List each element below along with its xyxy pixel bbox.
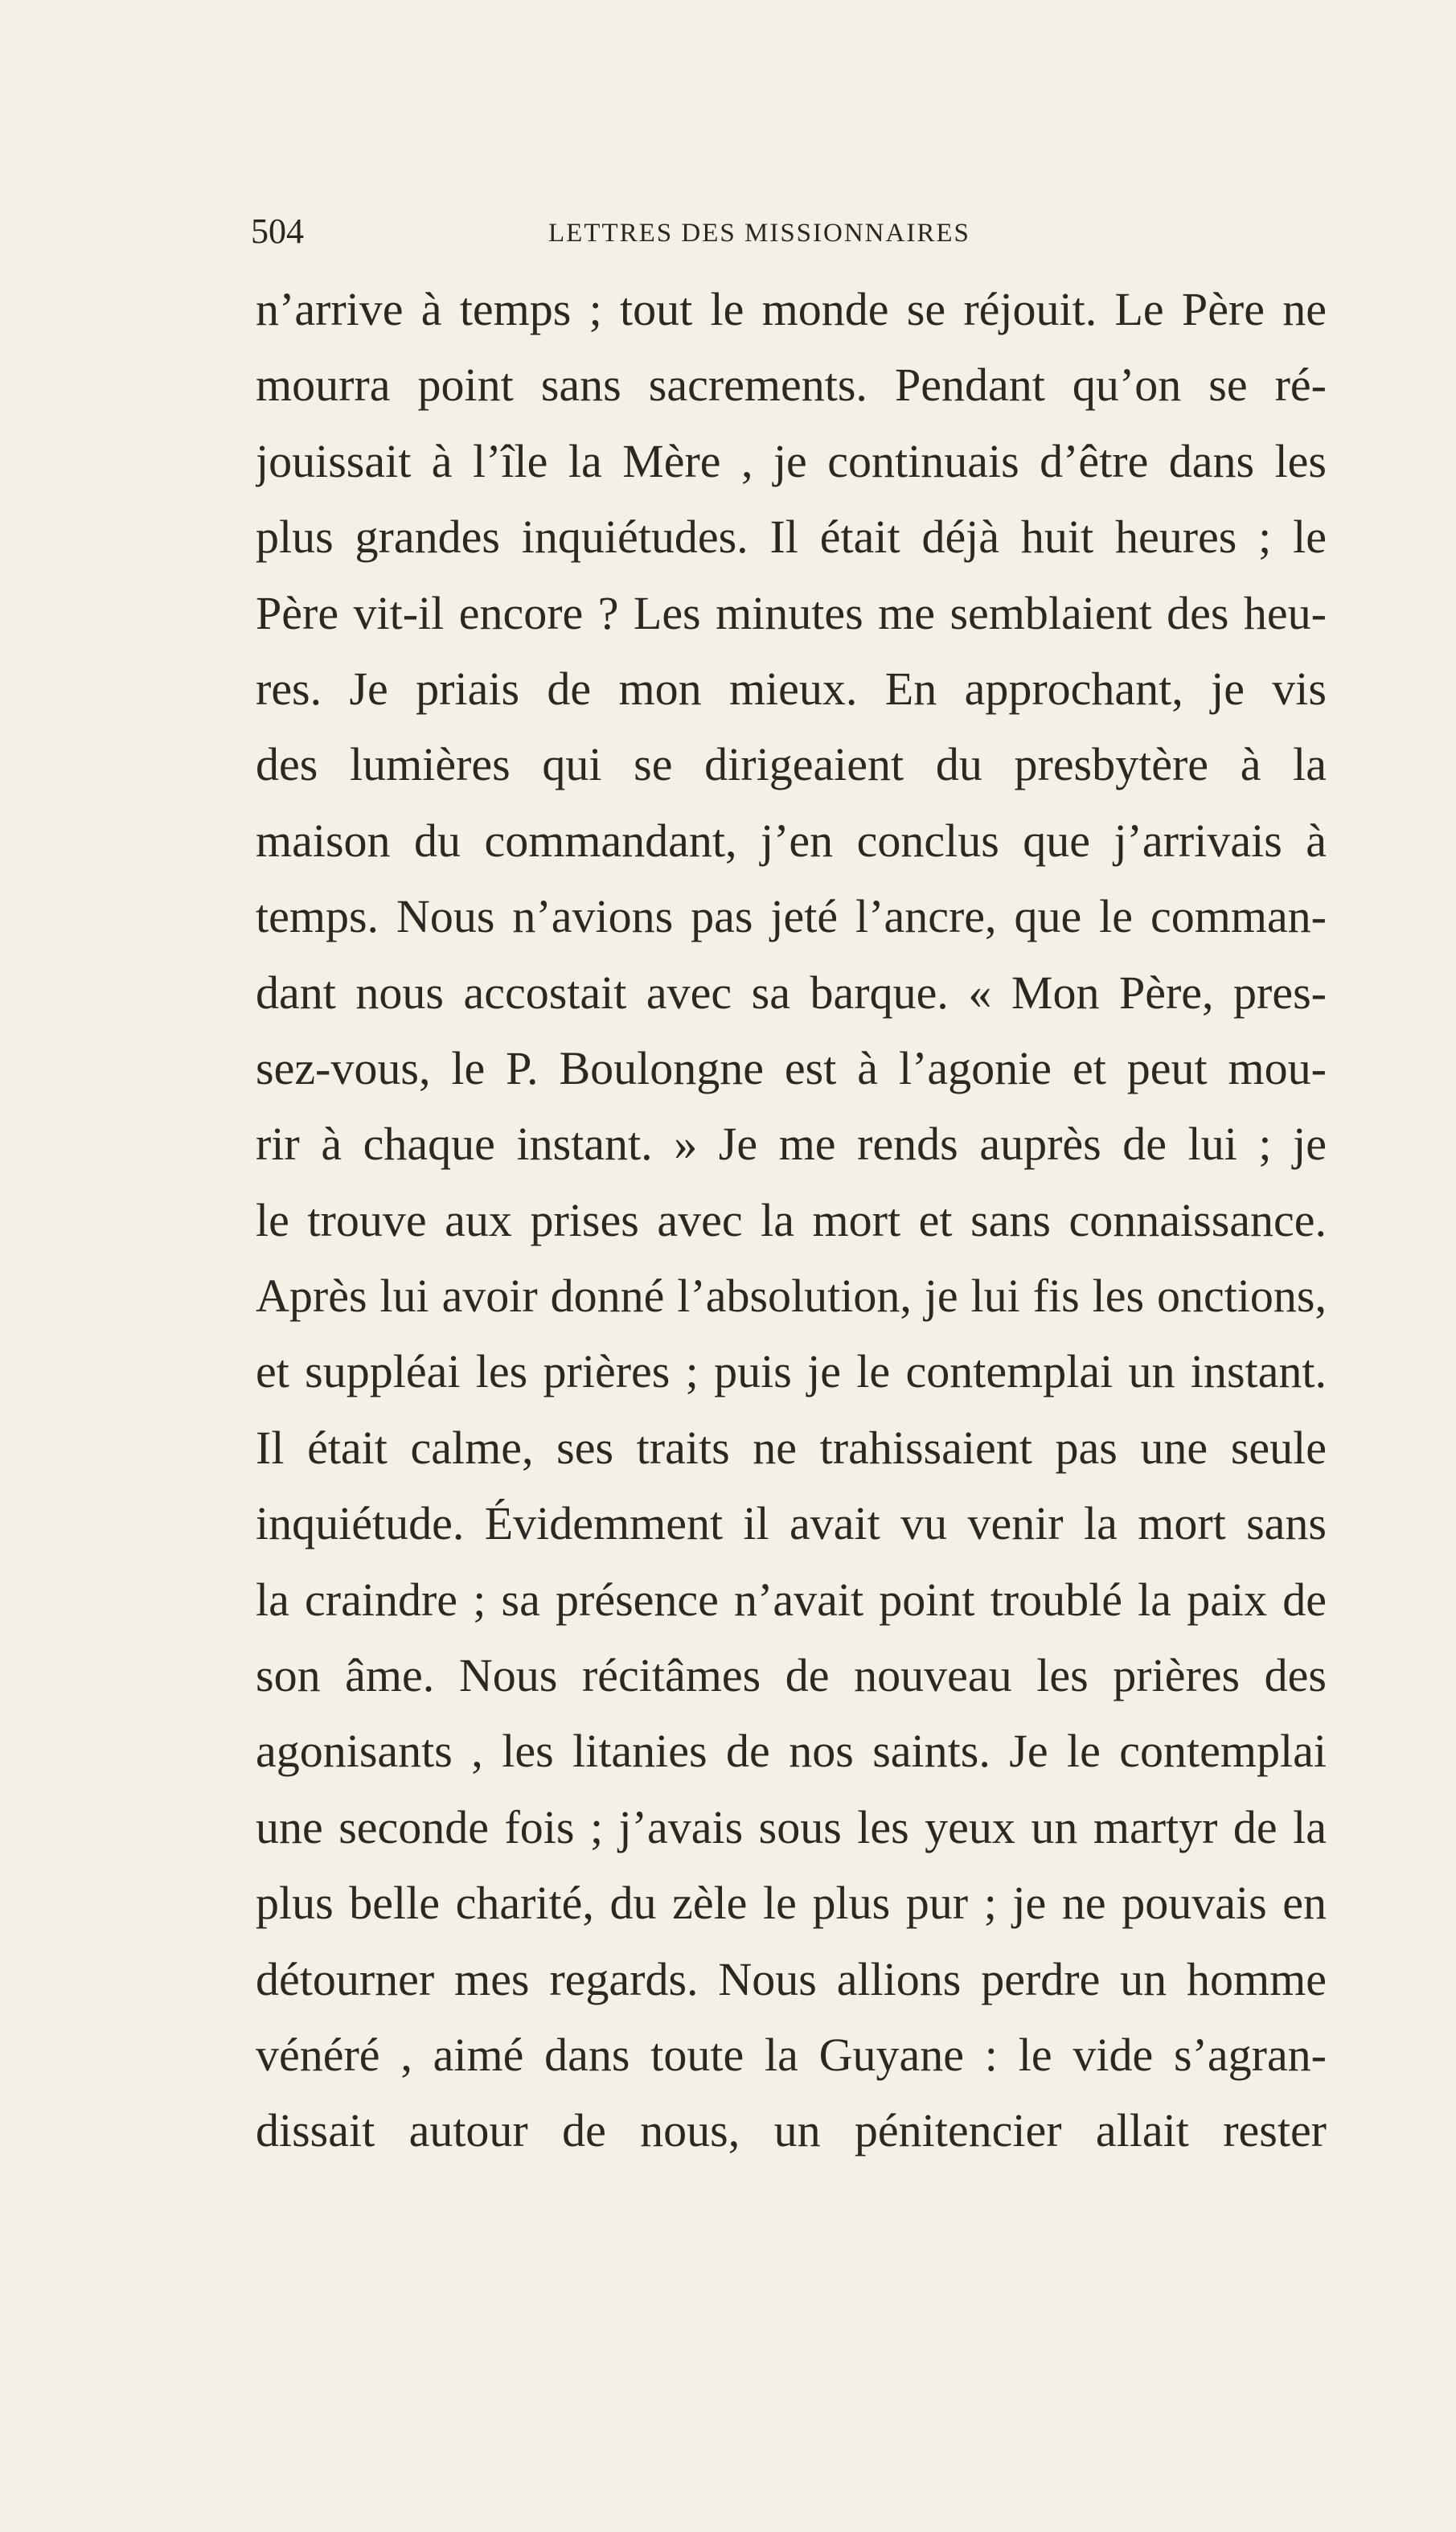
text-line: sez-vous, le P. Boulongne est à l’agonie et peut mou- — [256, 1041, 1327, 1094]
text-line: détourner mes regards. Nous allions perdre un homme — [256, 1952, 1327, 2005]
text-line: dant nous accostait avec sa barque. « Mon Père, pres- — [256, 966, 1327, 1019]
body-text — [256, 272, 1327, 2169]
text-line: plus belle charité, du zèle le plus pur ; je ne pouvais en — [256, 1877, 1327, 1930]
text-line: dissait autour de nous, un pénitencier allait rester — [256, 2104, 1327, 2157]
text-line: et suppléai les prières ; puis je le contemplai un instant. — [256, 1345, 1327, 1398]
text-line: une seconde fois ; j’avais sous les yeux un martyr de la — [256, 1800, 1327, 1853]
text-line: des lumières qui se dirigeaient du presbytère à la — [256, 738, 1327, 791]
text-line: Il était calme, ses traits ne trahissaient pas une seule — [256, 1421, 1327, 1474]
text-line: Après lui avoir donné l’absolution, je lui fis les onctions, — [256, 1270, 1327, 1323]
text-line: n’arrive à temps ; tout le monde se réjouit. Le Père ne — [256, 283, 1327, 335]
text-line: temps. Nous n’avions pas jeté l’ancre, que le comman- — [256, 890, 1327, 943]
text-line: plus grandes inquiétudes. Il était déjà huit heures ; le — [256, 511, 1327, 564]
page-header — [251, 207, 1328, 256]
text-line: jouissait à l’île la Mère , je continuais d’être dans les — [256, 434, 1327, 487]
text-line: agonisants , les litanies de nos saints. Je le contemplai — [256, 1725, 1327, 1778]
text-line: res. Je priais de mon mieux. En approchant, je vis — [256, 662, 1327, 715]
text-line: vénéré , aimé dans toute la Guyane : le vide s’agran- — [256, 2028, 1327, 2081]
text-line: maison du commandant, j’en conclus que j’arrivais à — [256, 814, 1327, 867]
text-line: mourra point sans sacrements. Pendant qu’on se ré- — [256, 359, 1327, 412]
text-line: Père vit-il encore ? Les minutes me semblaient des heu- — [256, 586, 1327, 639]
text-line: son âme. Nous récitâmes de nouveau les prières des — [256, 1649, 1327, 1702]
text-line: rir à chaque instant. » Je me rends auprès de lui ; je — [256, 1118, 1327, 1171]
running-title: LETTRES DES MISSIONNAIRES — [548, 219, 970, 248]
text-line: la craindre ; sa présence n’avait point troublé la paix de — [256, 1573, 1327, 1626]
text-line: inquiétude. Évidemment il avait vu venir la mort sans — [256, 1497, 1327, 1550]
text-line: le trouve aux prises avec la mort et sans connaissance. — [256, 1193, 1327, 1246]
page-number: 504 — [251, 211, 304, 251]
